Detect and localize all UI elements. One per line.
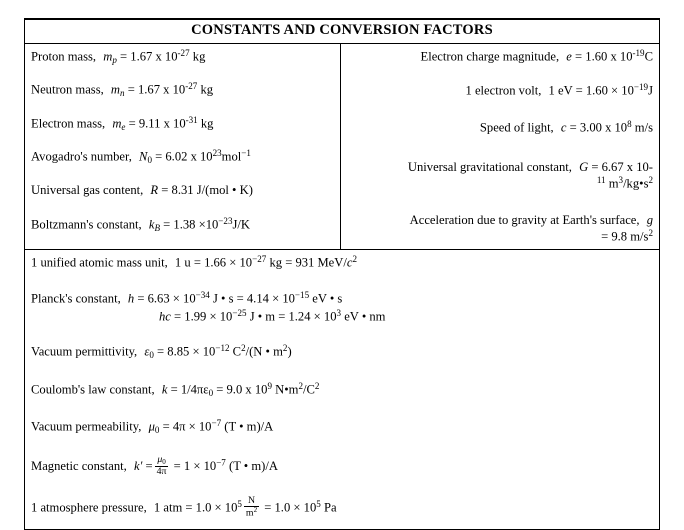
atm-fraction-denominator — [244, 507, 259, 518]
constant-vacuum-permittivity — [31, 343, 653, 361]
constant-boltzmann — [31, 216, 336, 234]
magnetic-exponent: −7 — [216, 457, 226, 468]
planck-second-line — [31, 308, 653, 325]
magnetic-symbol: k′ — [133, 459, 143, 474]
magnetic-unit: (T • m)/A — [229, 459, 278, 474]
avogadro-subscript: 0 — [147, 154, 152, 165]
grav-unit-sup2: 2 — [648, 174, 653, 185]
permittivity-label: Vacuum permittivity, — [31, 344, 138, 359]
atm-fraction-den-sup: 2 — [253, 506, 258, 515]
amu-exponent-b: 2 — [352, 253, 357, 264]
ev-label: 1 electron volt, — [465, 83, 542, 98]
coulomb-value: = 1/4πε — [170, 381, 209, 396]
right-column — [341, 44, 659, 249]
permittivity-value: = 8.85 × 10 — [157, 344, 216, 359]
atm-label: 1 atmosphere pressure, — [31, 500, 147, 515]
boltzmann-symbol: k — [148, 217, 155, 232]
proton-mass-subscript: p — [112, 54, 117, 65]
permittivity-unit-sup: 2 — [241, 343, 246, 354]
atm-value-a: 1 atm = 1.0 × 10 — [153, 500, 238, 515]
planck-exponent-b: −15 — [294, 289, 310, 300]
neutron-mass-unit: kg — [200, 82, 214, 97]
constant-atomic-mass-unit — [31, 254, 653, 271]
magnetic-label: Magnetic constant, — [31, 459, 127, 474]
atm-tail: Pa — [323, 500, 337, 515]
left-column — [25, 44, 341, 249]
electron-mass-subscript: e — [121, 121, 126, 132]
gas-value: = 8.31 J/(mol • K) — [161, 183, 253, 198]
coulomb-unit-sup: 2 — [298, 380, 303, 391]
proton-mass-symbol: m — [103, 49, 113, 64]
grav-value: = 6.67 x 10- — [591, 159, 653, 174]
atm-exponent-b: 5 — [316, 499, 321, 510]
planck-exponent-a: −34 — [195, 289, 210, 300]
echarge-symbol: e — [566, 49, 572, 64]
planck-mid-a: J • s = 4.14 × 10 — [212, 291, 295, 306]
permittivity-subscript: 0 — [149, 350, 154, 361]
neutron-mass-exponent: -27 — [185, 81, 198, 92]
ev-exponent: −19 — [633, 82, 649, 93]
magnetic-fraction — [155, 455, 169, 477]
coulomb-exponent: 9 — [267, 380, 272, 391]
two-column-section — [25, 44, 659, 250]
ev-unit: J — [648, 83, 653, 98]
constant-gravitational — [345, 159, 653, 192]
light-symbol: c — [560, 120, 567, 135]
coulomb-subscript: 0 — [208, 387, 214, 398]
coulomb-unit-sup2: 2 — [314, 380, 320, 391]
electron-mass-unit: kg — [200, 115, 214, 130]
constants-table — [24, 18, 660, 530]
avogadro-exponent: 23 — [212, 147, 222, 158]
boltzmann-exponent: −23 — [218, 216, 233, 227]
magnetic-fraction-num-subscript: 0 — [162, 458, 166, 467]
coulomb-symbol: k — [161, 381, 168, 396]
atm-exponent-a: 5 — [237, 499, 242, 510]
constant-speed-of-light — [345, 119, 653, 136]
permittivity-exponent: −12 — [215, 343, 230, 354]
grav-unit-sup: 3 — [618, 174, 624, 185]
neutron-mass-symbol: m — [110, 82, 121, 97]
avogadro-label: Avogadro's number, — [31, 149, 132, 164]
echarge-value: = 1.60 x 10 — [575, 49, 633, 64]
constant-neutron-mass — [31, 81, 336, 99]
planck-exponent-d: 3 — [336, 308, 342, 319]
permittivity-unit-pre: C — [232, 344, 242, 359]
avogadro-unit-exponent: −1 — [241, 147, 251, 158]
gravity-label: Acceleration due to gravity at Earth's surface, — [409, 212, 640, 227]
grav-unit-pre: m — [608, 176, 619, 191]
echarge-unit: C — [644, 49, 653, 64]
atm-fraction-numerator: N — [244, 496, 259, 507]
gravity-symbol: g — [646, 212, 653, 227]
gas-label: Universal gas content, — [31, 183, 144, 198]
permeability-value: = 4π × 10 — [162, 419, 212, 434]
permeability-subscript: 0 — [154, 424, 160, 435]
permittivity-symbol: ε — [144, 344, 150, 359]
permeability-label: Vacuum permeability, — [31, 419, 142, 434]
constant-universal-gas — [31, 183, 336, 199]
echarge-label: Electron charge magnitude, — [420, 49, 560, 64]
electron-mass-label: Electron mass, — [31, 115, 106, 130]
permeability-exponent: −7 — [211, 417, 222, 428]
planck-tail-b: eV • nm — [344, 309, 386, 324]
grav-label: Universal gravitational constant, — [407, 159, 572, 174]
boltzmann-subscript: B — [154, 222, 160, 233]
coulomb-label: Coulomb's law constant, — [31, 381, 155, 396]
grav-wrap-exponent: 11 — [596, 174, 606, 185]
avogadro-unit: mol — [221, 149, 242, 164]
amu-value-a: 1 u = 1.66 × 10 — [174, 255, 253, 270]
electron-mass-exponent: -31 — [185, 114, 198, 125]
boltzmann-label: Boltzmann's constant, — [31, 217, 142, 232]
constant-atmosphere-pressure — [31, 496, 653, 518]
gravity-unit-sup: 2 — [648, 227, 653, 238]
permittivity-unit-sup2: 2 — [282, 343, 288, 354]
avogadro-symbol: N — [139, 149, 148, 164]
constant-gravity-acceleration — [345, 212, 653, 245]
magnetic-equals: = — [145, 459, 153, 474]
planck-exponent-c: −25 — [232, 308, 247, 319]
amu-symbol-b: c — [346, 255, 353, 270]
permeability-unit: (T • m)/A — [224, 419, 274, 434]
boltzmann-value: = 1.38 ×10 — [163, 217, 219, 232]
constant-avogadro-number — [31, 148, 336, 166]
permeability-symbol: μ — [148, 419, 155, 434]
planck-mid-b: J • m = 1.24 × 10 — [249, 309, 337, 324]
ev-symbol: 1 eV — [548, 83, 573, 98]
ev-value: = 1.60 × 10 — [575, 83, 634, 98]
full-width-section — [25, 250, 659, 529]
proton-mass-value: = 1.67 x 10 — [120, 49, 178, 64]
atm-fraction — [244, 496, 259, 518]
atm-value-b: = 1.0 × 10 — [264, 500, 317, 515]
atm-fraction-den-pre: m — [245, 507, 254, 519]
constant-coulomb-law — [31, 381, 653, 399]
magnetic-fraction-denominator: 4π — [156, 466, 167, 478]
amu-mid: kg = 931 MeV/ — [269, 255, 347, 270]
magnetic-fraction-num-symbol: μ — [157, 454, 163, 466]
gravity-unit-pre: m/s — [630, 229, 649, 244]
light-exponent: 8 — [627, 119, 632, 130]
planck-value-a: = 6.63 × 10 — [137, 291, 196, 306]
boltzmann-unit: J/K — [232, 217, 250, 232]
neutron-mass-label: Neutron mass, — [31, 82, 104, 97]
constant-proton-mass — [31, 48, 336, 66]
light-label: Speed of light, — [479, 120, 554, 135]
proton-mass-label: Proton mass, — [31, 49, 97, 64]
neutron-mass-subscript: n — [120, 88, 125, 99]
permittivity-unit-mid: /(N • m — [245, 344, 283, 359]
coulomb-value2: = 9.0 x 10 — [216, 381, 268, 396]
planck-hc-symbol: hc — [159, 309, 171, 324]
planck-value-b: = 1.99 × 10 — [174, 309, 233, 324]
neutron-mass-value: = 1.67 x 10 — [127, 82, 186, 97]
proton-mass-unit: kg — [192, 49, 206, 64]
magnetic-value: = 1 × 10 — [173, 459, 217, 474]
light-unit: m/s — [634, 120, 653, 135]
constant-electron-charge — [345, 48, 653, 65]
light-value: = 3.00 x 10 — [569, 120, 628, 135]
page-title: CONSTANTS AND CONVERSION FACTORS — [25, 20, 659, 44]
coulomb-unit-mid: /C — [302, 381, 315, 396]
proton-mass-exponent: -27 — [177, 47, 190, 58]
constant-magnetic — [31, 455, 653, 477]
planck-label: Planck's constant, — [31, 291, 121, 306]
electron-mass-symbol: m — [112, 115, 122, 130]
gas-symbol: R — [150, 183, 159, 198]
constant-electron-volt — [345, 82, 653, 99]
planck-tail-a: eV • s — [312, 291, 343, 306]
constant-vacuum-permeability — [31, 418, 653, 436]
gravity-value: = 9.8 — [601, 229, 628, 244]
amu-exponent-a: −27 — [252, 253, 267, 264]
constant-electron-mass — [31, 115, 336, 133]
avogadro-value: = 6.02 x 10 — [155, 149, 213, 164]
planck-symbol: h — [127, 291, 135, 306]
coulomb-unit-pre: N•m — [275, 381, 299, 396]
grav-unit-post: /kg•s — [623, 176, 649, 191]
echarge-exponent: -19 — [632, 47, 645, 58]
constant-planck — [31, 290, 653, 325]
grav-symbol: G — [579, 159, 589, 174]
amu-label: 1 unified atomic mass unit, — [31, 255, 168, 270]
electron-mass-value: = 9.11 x 10 — [128, 115, 186, 130]
permittivity-unit-post: ) — [287, 344, 292, 359]
